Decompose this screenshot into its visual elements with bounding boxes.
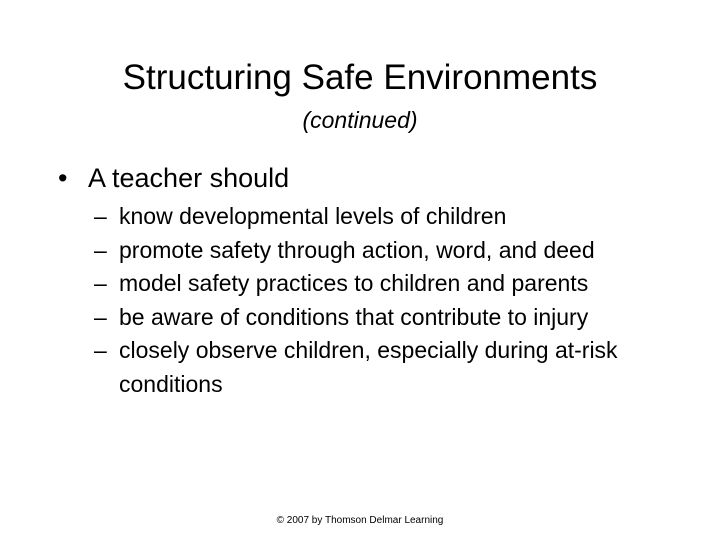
sub-bullet-text: know developmental levels of children	[119, 203, 507, 229]
sub-bullet-text: model safety practices to children and parents	[119, 270, 589, 296]
sub-bullet-text: be aware of conditions that contribute to injury	[119, 303, 589, 330]
sub-bullet-item	[94, 334, 674, 401]
sub-bullet-item	[94, 267, 674, 301]
sub-bullet-text: closely observe children, especially during at-risk conditions	[119, 337, 618, 397]
slide-title: Structuring Safe Environments	[122, 58, 598, 97]
dash-icon: –	[94, 270, 107, 296]
main-bullet	[58, 160, 289, 196]
sub-bullet-text: promote safety through action, word, and deed	[119, 236, 595, 263]
dash-icon: –	[94, 337, 107, 363]
dash-icon: –	[94, 203, 107, 229]
sub-bullet-list	[94, 200, 674, 401]
sub-bullet-item	[94, 200, 674, 234]
sub-bullet-item	[94, 234, 674, 268]
main-bullet-text: A teacher should	[88, 163, 290, 193]
dash-icon: –	[94, 303, 107, 330]
copyright-footer: © 2007 by Thomson Delmar Learning	[276, 515, 444, 526]
bullet-dot-icon: •	[58, 163, 68, 193]
dash-icon: –	[94, 236, 107, 263]
sub-bullet-item	[94, 301, 674, 335]
slide-subtitle: (continued)	[302, 107, 418, 133]
